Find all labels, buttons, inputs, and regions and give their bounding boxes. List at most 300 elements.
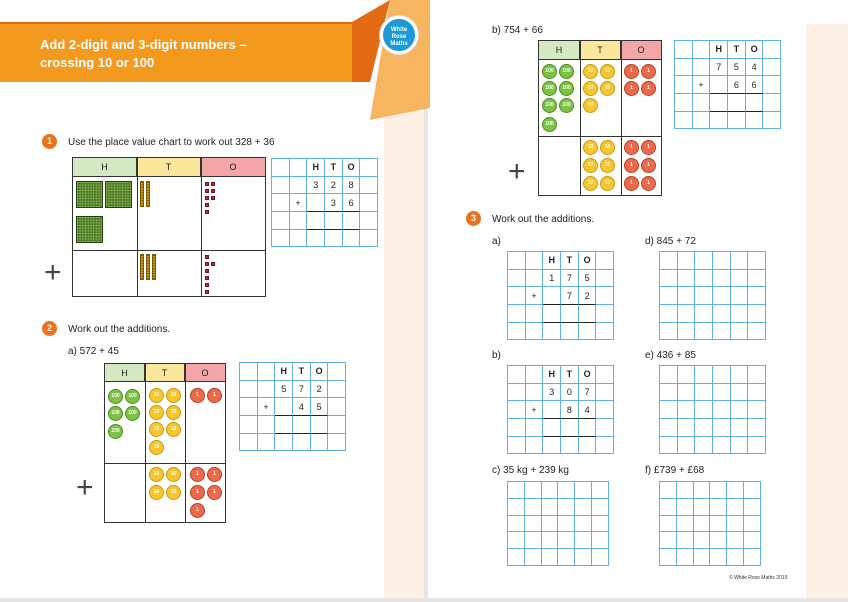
grid-cell[interactable] [731,270,749,288]
grid-cell[interactable] [731,401,749,419]
grid-cell[interactable] [727,499,744,516]
grid-cell[interactable] [678,366,696,384]
hundred-counter: 100 [559,81,574,96]
one-cube [205,262,209,266]
grid-digit: 7 [293,381,311,399]
grid-header: O [311,363,329,381]
one-counter: 1 [624,158,639,173]
q3e-label: e) 436 + 85 [645,350,696,361]
grid-digit: 1 [543,270,561,288]
one-counter: 1 [207,485,222,500]
grid-cell[interactable] [592,532,609,549]
grid-cell[interactable] [713,384,731,402]
grid-cell[interactable] [731,287,749,305]
grid-cell[interactable] [710,482,727,499]
q3b-column-grid [507,365,614,454]
grid-cell[interactable] [592,549,609,566]
plus-operator: + [290,194,308,212]
hundred-counter: 100 [542,98,557,113]
grid-cell[interactable] [731,305,749,323]
ten-counter: 10 [600,64,615,79]
q2b-header-t: T [580,41,621,60]
q2a-header-h: H [105,364,145,382]
q1-divider [201,158,202,296]
grid-cell[interactable] [660,516,677,533]
plus-sign: + [76,471,94,504]
grid-digit: 4 [746,59,764,77]
one-counter: 1 [207,467,222,482]
grid-cell[interactable] [727,482,744,499]
grid-cell[interactable] [731,437,749,455]
answer-cell[interactable] [325,212,343,230]
q2-instruction: Work out the additions. [68,324,171,335]
one-cube [205,196,209,200]
ten-counter: 10 [583,98,598,113]
ten-counter: 10 [600,140,615,155]
ten-counter: 10 [583,158,598,173]
grid-cell[interactable] [660,366,678,384]
grid-cell[interactable] [748,305,766,323]
ten-counter: 10 [600,158,615,173]
grid-digit: 4 [579,401,597,419]
ten-rod [146,254,150,280]
grid-digit: 3 [543,384,561,402]
ten-rod [146,181,150,207]
answer-cell[interactable] [579,419,597,437]
grid-digit: 6 [746,76,764,94]
grid-cell[interactable] [744,499,761,516]
q2a-divider [185,364,186,522]
grid-cell[interactable] [713,401,731,419]
question-number-1: 1 [42,134,57,149]
ten-rod [140,254,144,280]
answer-cell[interactable] [343,212,361,230]
grid-digit: 8 [343,177,361,195]
one-counter: 1 [190,467,205,482]
plus-sign: + [508,155,526,188]
grid-cell[interactable] [713,419,731,437]
answer-cell[interactable] [293,416,311,434]
grid-digit: 2 [325,177,343,195]
grid-digit: 7 [561,270,579,288]
grid-cell[interactable] [677,549,694,566]
grid-cell[interactable] [558,532,575,549]
grid-cell[interactable] [731,384,749,402]
one-counter: 1 [207,388,222,403]
grid-cell[interactable] [660,437,678,455]
grid-cell[interactable] [748,287,766,305]
plus-operator: + [258,398,276,416]
grid-digit: 3 [325,194,343,212]
ten-counter: 10 [149,485,164,500]
grid-cell[interactable] [592,516,609,533]
hundred-counter: 100 [559,98,574,113]
grid-cell[interactable] [731,419,749,437]
q3d-label: d) 845 + 72 [645,236,696,247]
q2a-column-grid [239,362,346,451]
bottom-edge [0,598,848,602]
answer-cell[interactable] [710,94,728,112]
hundred-counter: 100 [542,64,557,79]
grid-cell[interactable] [713,305,731,323]
grid-cell[interactable] [731,252,749,270]
grid-cell[interactable] [660,499,677,516]
hundred-counter: 100 [108,424,123,439]
grid-cell[interactable] [713,323,731,341]
q2b-divider [580,41,581,195]
grid-cell[interactable] [748,419,766,437]
grid-cell[interactable] [713,252,731,270]
grid-cell[interactable] [727,532,744,549]
grid-cell[interactable] [575,482,592,499]
grid-cell[interactable] [525,532,542,549]
grid-cell[interactable] [713,287,731,305]
grid-cell[interactable] [744,532,761,549]
grid-header: T [728,41,746,59]
grid-cell[interactable] [695,401,713,419]
grid-cell[interactable] [677,532,694,549]
grid-cell[interactable] [727,549,744,566]
grid-cell[interactable] [678,270,696,288]
one-counter: 1 [641,81,656,96]
grid-cell[interactable] [713,366,731,384]
grid-cell[interactable] [678,384,696,402]
grid-cell[interactable] [508,549,525,566]
grid-cell[interactable] [710,516,727,533]
grid-digit: 7 [561,287,579,305]
one-counter: 1 [624,140,639,155]
grid-cell[interactable] [542,532,559,549]
ten-counter: 10 [583,64,598,79]
ten-counter: 10 [166,388,181,403]
ten-counter: 10 [166,405,181,420]
grid-cell[interactable] [678,305,696,323]
q1-divider [137,158,138,296]
grid-cell[interactable] [558,499,575,516]
one-cube [211,196,215,200]
grid-cell[interactable] [713,270,731,288]
answer-cell[interactable] [543,419,561,437]
q2b-header-o: O [621,41,661,60]
grid-cell[interactable] [677,482,694,499]
answer-cell[interactable] [307,212,325,230]
grid-cell[interactable] [695,287,713,305]
grid-cell[interactable] [694,516,711,533]
q1-column-grid [271,158,378,247]
q2a-divider [145,364,146,522]
grid-cell[interactable] [558,549,575,566]
ten-counter: 10 [583,81,598,96]
q2b-label: b) 754 + 66 [492,25,543,36]
plus-operator: + [526,401,544,419]
q1-divider [73,250,265,251]
grid-cell[interactable] [748,252,766,270]
grid-cell[interactable] [575,549,592,566]
hundred-block [76,181,103,208]
grid-cell[interactable] [660,287,678,305]
grid-cell[interactable] [744,516,761,533]
grid-cell[interactable] [695,384,713,402]
grid-cell[interactable] [695,305,713,323]
q2b-place-value-chart [538,40,662,196]
question-number-3: 3 [466,211,481,226]
grid-cell[interactable] [678,401,696,419]
one-counter: 1 [641,140,656,155]
ten-counter: 10 [600,81,615,96]
hundred-counter: 100 [108,389,123,404]
q3b-label: b) [492,350,501,361]
grid-header: O [579,366,597,384]
grid-digit [275,398,293,416]
grid-cell[interactable] [695,419,713,437]
grid-header: O [343,159,361,177]
grid-header: T [561,366,579,384]
grid-digit: 4 [293,398,311,416]
one-cube [205,255,209,259]
one-cube [205,290,209,294]
grid-cell[interactable] [592,499,609,516]
grid-cell[interactable] [660,323,678,341]
grid-header: H [275,363,293,381]
plus-operator: + [526,287,544,305]
q1-header-t: T [137,158,201,177]
grid-cell[interactable] [508,516,525,533]
one-counter: 1 [641,176,656,191]
grid-cell[interactable] [748,437,766,455]
copyright: © White Rose Maths 2019 [729,575,788,581]
ten-counter: 10 [166,422,181,437]
grid-digit: 7 [710,59,728,77]
grid-cell[interactable] [558,516,575,533]
hundred-counter: 100 [542,81,557,96]
grid-cell[interactable] [713,437,731,455]
grid-digit: 0 [561,384,579,402]
banner-decoration [340,0,430,120]
one-cube [211,182,215,186]
grid-cell[interactable] [525,549,542,566]
grid-cell[interactable] [695,270,713,288]
grid-cell[interactable] [748,384,766,402]
q1-instruction: Use the place value chart to work out 328 + 36 [68,137,275,148]
grid-header: O [579,252,597,270]
grid-cell[interactable] [727,516,744,533]
grid-cell[interactable] [575,499,592,516]
grid-cell[interactable] [695,437,713,455]
q2a-header-t: T [145,364,185,382]
grid-digit: 7 [579,384,597,402]
one-counter: 1 [641,64,656,79]
grid-cell[interactable] [710,549,727,566]
answer-cell[interactable] [579,305,597,323]
one-cube [205,189,209,193]
answer-cell[interactable] [728,94,746,112]
grid-cell[interactable] [694,549,711,566]
q3a-label: a) [492,236,501,247]
plus-sign: + [44,256,62,289]
grid-cell[interactable] [678,437,696,455]
grid-header: H [710,41,728,59]
grid-digit: 3 [307,177,325,195]
grid-digit [710,76,728,94]
grid-cell[interactable] [525,499,542,516]
one-cube [211,262,215,266]
grid-digit [307,194,325,212]
q3-instruction: Work out the additions. [492,214,595,225]
q3e-blank-grid[interactable] [659,365,766,454]
answer-cell[interactable] [311,416,329,434]
grid-digit [543,287,561,305]
grid-cell[interactable] [748,323,766,341]
grid-digit: 6 [728,76,746,94]
grid-header: H [543,366,561,384]
grid-header: H [543,252,561,270]
one-cube [205,210,209,214]
grid-digit: 8 [561,401,579,419]
hundred-counter: 100 [125,389,140,404]
grid-cell[interactable] [660,401,678,419]
grid-cell[interactable] [695,323,713,341]
grid-cell[interactable] [677,516,694,533]
grid-cell[interactable] [660,482,677,499]
q3f-blank-grid[interactable] [659,481,761,566]
ten-counter: 10 [583,140,598,155]
grid-cell[interactable] [710,499,727,516]
q2b-header-h: H [539,41,580,60]
grid-header: T [561,252,579,270]
one-counter: 1 [641,158,656,173]
q3c-blank-grid[interactable] [507,481,609,566]
grid-cell[interactable] [660,419,678,437]
grid-cell[interactable] [508,499,525,516]
grid-cell[interactable] [660,384,678,402]
q3d-blank-grid[interactable] [659,251,766,340]
ten-rod [140,181,144,207]
grid-cell[interactable] [558,482,575,499]
ten-counter: 10 [149,405,164,420]
grid-cell[interactable] [678,419,696,437]
one-counter: 1 [190,485,205,500]
grid-cell[interactable] [660,252,678,270]
grid-cell[interactable] [694,499,711,516]
grid-digit: 5 [579,270,597,288]
grid-digit: 2 [579,287,597,305]
one-cube [205,182,209,186]
q2a-header-o: O [185,364,225,382]
ten-counter: 10 [166,467,181,482]
answer-cell[interactable] [543,305,561,323]
ten-rod [152,254,156,280]
q3a-column-grid [507,251,614,340]
grid-cell[interactable] [542,499,559,516]
grid-cell[interactable] [731,366,749,384]
hundred-counter: 100 [542,117,557,132]
grid-cell[interactable] [660,305,678,323]
grid-cell[interactable] [710,532,727,549]
grid-cell[interactable] [731,323,749,341]
grid-cell[interactable] [542,516,559,533]
grid-cell[interactable] [508,482,525,499]
grid-cell[interactable] [677,499,694,516]
q3f-label: f) £739 + £68 [645,465,705,476]
grid-cell[interactable] [694,482,711,499]
one-counter: 1 [624,64,639,79]
ten-counter: 10 [149,422,164,437]
one-cube [205,203,209,207]
grid-header: O [746,41,764,59]
q2b-divider [621,41,622,195]
grid-cell[interactable] [748,270,766,288]
q2b-divider [539,136,661,137]
grid-cell[interactable] [695,252,713,270]
grid-cell[interactable] [744,549,761,566]
one-cube [205,276,209,280]
grid-cell[interactable] [748,401,766,419]
grid-digit: 5 [311,398,329,416]
grid-cell[interactable] [748,366,766,384]
q2a-place-value-chart [104,363,226,523]
grid-header: H [307,159,325,177]
answer-cell[interactable] [561,305,579,323]
answer-cell[interactable] [561,419,579,437]
grid-cell[interactable] [575,532,592,549]
grid-cell[interactable] [678,252,696,270]
one-counter: 1 [624,81,639,96]
one-cube [211,189,215,193]
white-rose-logo [380,16,418,54]
grid-cell[interactable] [695,366,713,384]
q1-header-h: H [73,158,137,177]
one-cube [205,283,209,287]
grid-cell[interactable] [678,287,696,305]
grid-digit: 2 [311,381,329,399]
grid-cell[interactable] [542,549,559,566]
ten-counter: 10 [583,176,598,191]
ten-counter: 10 [149,388,164,403]
grid-cell[interactable] [592,482,609,499]
q1-header-o: O [201,158,265,177]
hundred-block [76,216,103,243]
grid-cell[interactable] [575,516,592,533]
grid-cell[interactable] [744,482,761,499]
hundred-block [105,181,132,208]
grid-digit: 5 [728,59,746,77]
grid-cell[interactable] [525,482,542,499]
grid-cell[interactable] [694,532,711,549]
grid-header: T [325,159,343,177]
hundred-counter: 100 [108,406,123,421]
answer-cell[interactable] [746,94,764,112]
right-page-margin [806,24,848,600]
grid-cell[interactable] [542,482,559,499]
grid-digit: 6 [343,194,361,212]
grid-cell[interactable] [678,323,696,341]
grid-cell[interactable] [660,532,677,549]
page-title: Add 2-digit and 3-digit numbers – crossing 10 or 100 [40,37,247,70]
grid-cell[interactable] [508,532,525,549]
grid-cell[interactable] [660,549,677,566]
q3c-label: c) 35 kg + 239 kg [492,465,569,476]
grid-cell[interactable] [525,516,542,533]
hundred-counter: 100 [559,64,574,79]
ten-counter: 10 [600,176,615,191]
ten-counter: 10 [166,485,181,500]
hundred-counter: 100 [125,406,140,421]
grid-header: T [293,363,311,381]
grid-cell[interactable] [660,270,678,288]
answer-cell[interactable] [275,416,293,434]
question-number-2: 2 [42,321,57,336]
one-cube [205,269,209,273]
